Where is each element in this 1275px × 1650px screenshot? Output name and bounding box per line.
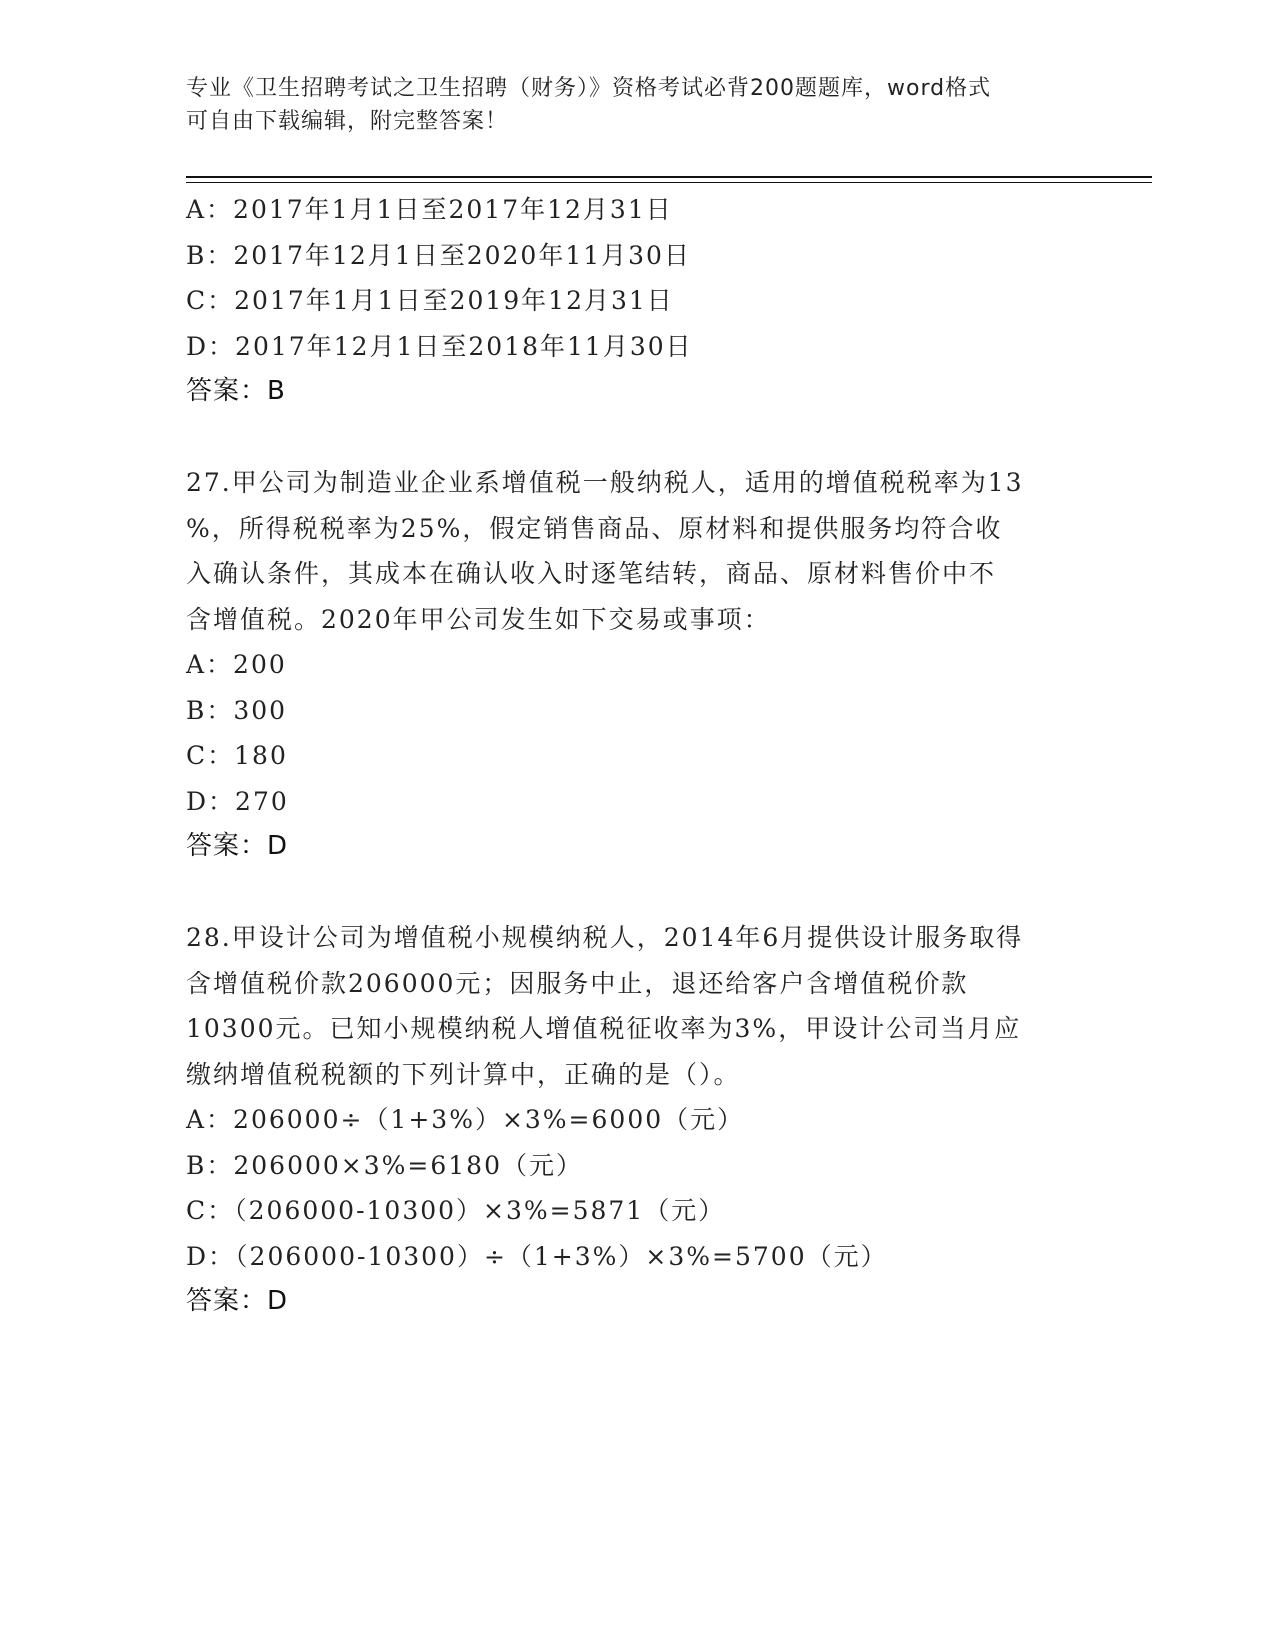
question-27 [186, 460, 1086, 870]
question-28 [186, 915, 1086, 1325]
document-header [186, 72, 1086, 138]
question-content [186, 187, 1086, 1325]
stem-line-1: 27.甲公司为制造业企业系增值税一般纳税人，适用的增值税税率为13 [186, 468, 1024, 497]
option-c: C：2017年1月1日至2019年12月31日 [186, 286, 674, 315]
question-stem [186, 915, 1086, 1097]
option-b: B：2017年12月1日至2020年11月30日 [186, 240, 691, 270]
option-d: D：（206000-10300）÷（1+3%）×3%=5700（元） [186, 1241, 888, 1271]
stem-line-2: 含增值税价款206000元；因服务中止，退还给客户含增值税价款 [186, 968, 969, 998]
stem-line-3: 入确认条件，其成本在确认收入时逐笔结转，商品、原材料售价中不 [186, 559, 997, 588]
stem-line-3: 10300元。已知小规模纳税人增值税征收率为3%，甲设计公司当月应 [186, 1014, 1022, 1043]
question-stem [186, 460, 1086, 642]
header-divider-thick [186, 176, 1152, 178]
option-a: A：2017年1月1日至2017年12月31日 [186, 195, 673, 224]
spacer [186, 415, 1086, 461]
option-a: A：206000÷（1+3%）×3%=6000（元） [186, 1105, 745, 1134]
question-26 [186, 187, 1086, 415]
stem-line-2: %，所得税税率为25%，假定销售商品、原材料和提供服务均符合收 [186, 513, 1003, 543]
stem-line-1: 28.甲设计公司为增值税小规模纳税人，2014年6月提供设计服务取得 [186, 923, 1024, 952]
header-line-2: 可自由下载编辑，附完整答案！ [186, 109, 509, 134]
stem-line-4: 含增值税。2020年甲公司发生如下交易或事项： [186, 604, 771, 634]
option-c: C：180 [186, 741, 288, 770]
option-d: D：270 [186, 786, 289, 816]
spacer [186, 870, 1086, 916]
header-line-1: 专业《卫生招聘考试之卫生招聘（财务）》资格考试必背200题题库，word格式 [186, 76, 992, 101]
option-b: B：206000×3%=6180（元） [186, 1150, 583, 1180]
stem-line-4: 缴纳增值税税额的下列计算中，正确的是（）。 [186, 1059, 741, 1089]
option-a: A：200 [186, 650, 287, 679]
option-c: C：（206000-10300）×3%=5871（元） [186, 1196, 726, 1225]
answer-line: 答案：D [186, 831, 289, 861]
answer-line: 答案：D [186, 1286, 289, 1316]
option-d: D：2017年12月1日至2018年11月30日 [186, 331, 693, 361]
option-b: B：300 [186, 695, 288, 725]
header-divider-thin [186, 182, 1152, 183]
answer-line: 答案：B [186, 376, 286, 406]
